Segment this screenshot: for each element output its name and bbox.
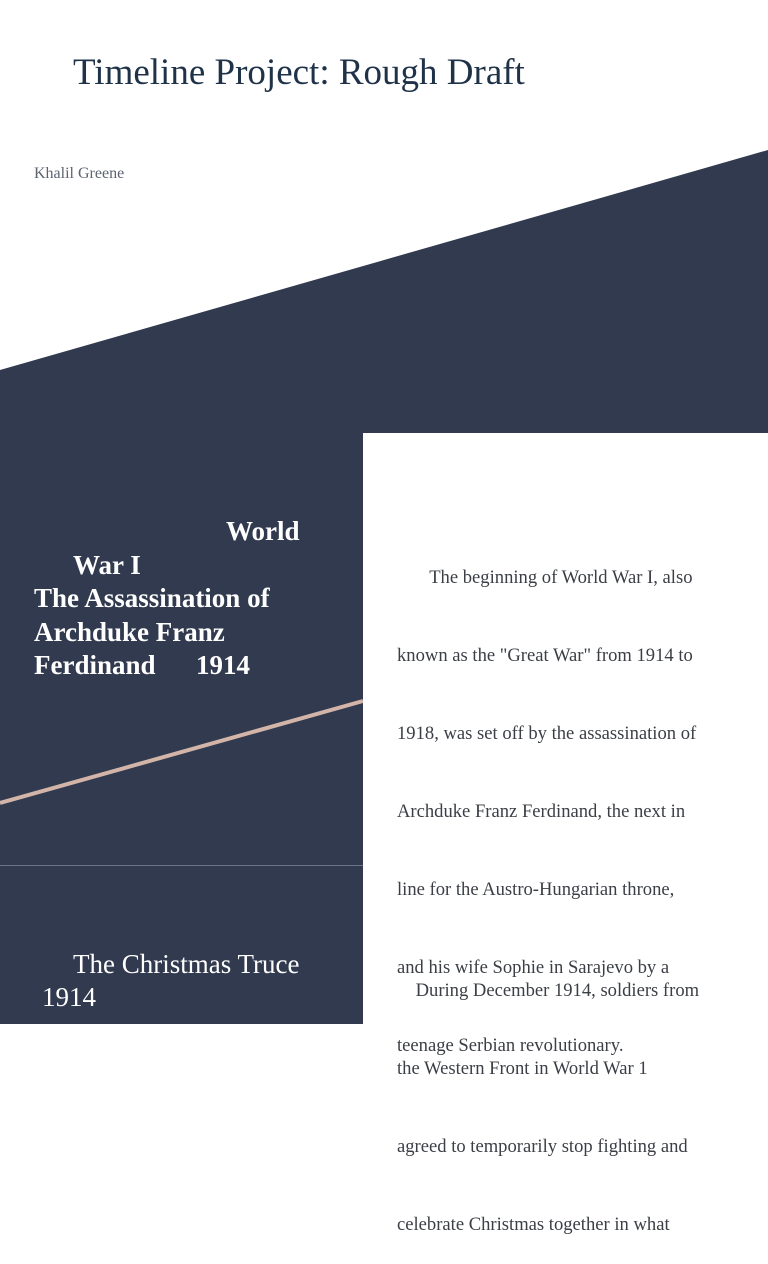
heading-line: The Christmas Truce <box>73 949 300 979</box>
heading-line: War I <box>73 549 141 580</box>
section-heading-wwi <box>34 515 310 683</box>
paragraph-line: The beginning of World War I, also <box>397 567 693 588</box>
heading-line: The Assassination of <box>34 583 270 613</box>
paragraph-line: celebrate Christmas together in what <box>397 1214 670 1235</box>
paragraph-line: known as the "Great War" from 1914 to <box>397 645 693 666</box>
heading-line: 1914 <box>42 982 96 1012</box>
paragraph-line: the Western Front in World War 1 <box>397 1058 648 1079</box>
paragraph-line: line for the Austro-Hungarian throne, <box>397 879 675 900</box>
paragraph-line: During December 1914, soldiers from <box>397 980 700 1001</box>
paragraph-line: and his wife Sophie in Sarajevo by a <box>397 957 670 978</box>
heading-line: Archduke Franz <box>34 616 225 647</box>
author-name: Khalil Greene <box>34 165 125 182</box>
paragraph-line: Archduke Franz Ferdinand, the next in <box>397 801 686 822</box>
paragraph-line: teenage Serbian revolutionary. <box>397 1035 624 1056</box>
section-heading-christmas-truce <box>42 948 342 1014</box>
heading-line: Ferdinand 1914 <box>34 650 251 680</box>
paragraph-line: agreed to temporarily stop fighting and <box>397 1136 688 1157</box>
heading-line: World <box>226 516 300 546</box>
page-title: Timeline Project: Rough Draft <box>73 52 525 93</box>
section-paragraph-christmas-truce <box>397 926 732 1264</box>
paragraph-line: 1918, was set off by the assassination of <box>397 723 697 744</box>
